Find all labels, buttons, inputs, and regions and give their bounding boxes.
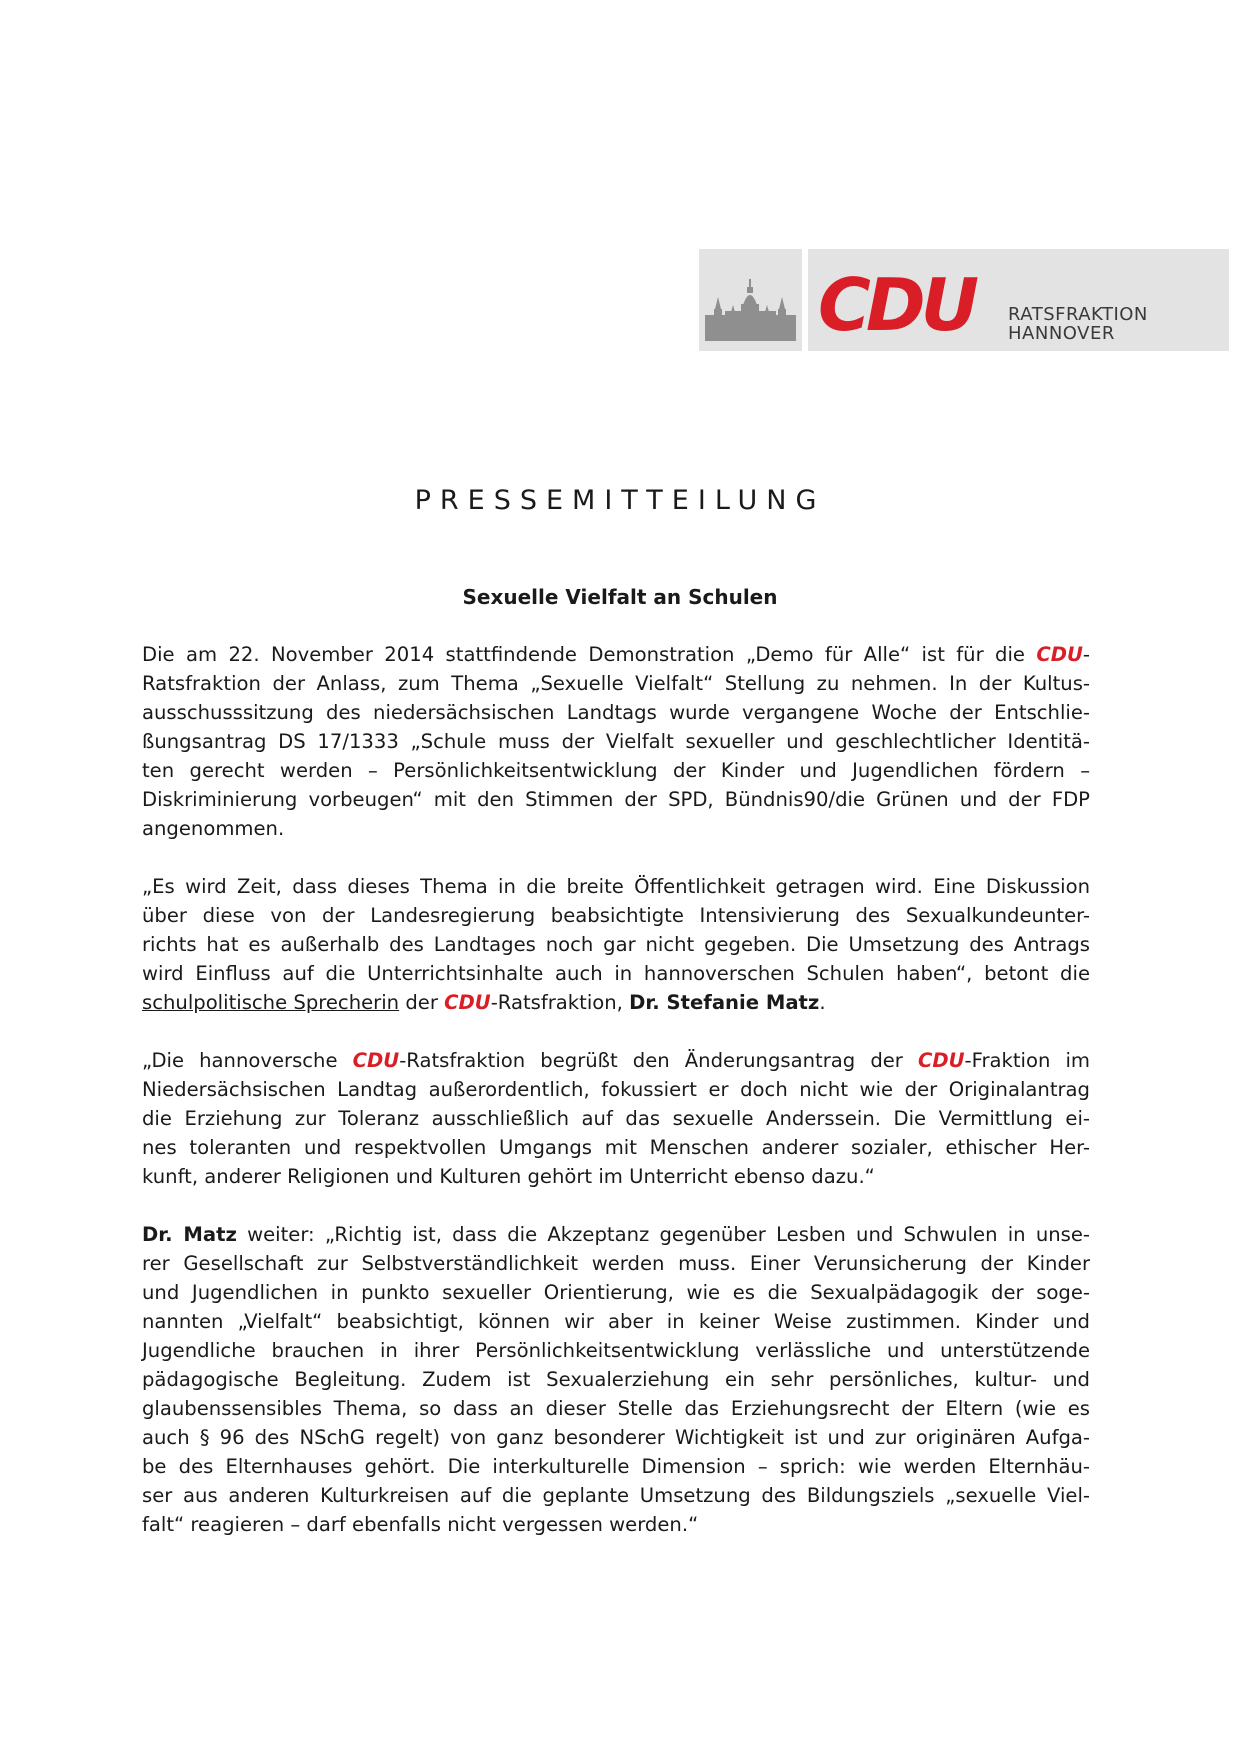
text-line	[142, 1220, 1090, 1249]
paragraph-3	[142, 1046, 1090, 1191]
document-type-heading: PRESSEMITTEILUNG	[414, 485, 826, 516]
cdu-mention: CDU	[352, 1049, 400, 1072]
text-line: „Es wird Zeit, dass dieses Thema in die breite Öffentlichkeit getragen wird. Eine Diskussion	[142, 875, 1090, 898]
paragraph-2	[142, 872, 1090, 1017]
text-line: richts hat es außerhalb des Landtages noch gar nicht gegeben. Die Umsetzung des Antrags	[142, 933, 1090, 956]
text-line: kunft, anderer Religionen und Kulturen gehört im Unterricht ebenso dazu.“	[142, 1165, 875, 1188]
text-line: und Jugendlichen in punkto sexueller Orientierung, wie es die Sexualpädagogik der soge-	[142, 1281, 1090, 1304]
speaker-role-link[interactable]: schulpolitische Sprecherin	[142, 991, 400, 1014]
text-line: wird Einfluss auf die Unterrichtsinhalte auch in hannoverschen Schulen haben“, betont die	[142, 962, 1090, 985]
text-line: nannten „Vielfalt“ beabsichtigt, können wir aber in keiner Weise zustimmen. Kinder und	[142, 1310, 1090, 1333]
cdu-mention: CDU	[444, 991, 491, 1014]
org-name-line1: RATSFRAKTION	[1008, 304, 1148, 325]
text-line: rer Gesellschaft zur Selbstverständlichkeit werden muss. Einer Verunsicherung der Kinder	[142, 1252, 1090, 1275]
speaker-name: Dr. Stefanie Matz	[629, 991, 820, 1014]
text-line: ßungsantrag DS 17/1333 „Schule muss der Vielfalt sexueller und geschlechtlicher Identitä-	[142, 730, 1090, 753]
text-run: Die am 22. November 2014 stattfindende Demonstration „Demo für Alle“ ist für die	[142, 643, 1037, 666]
text-line: Niedersächsischen Landtag außerordentlich, fokussiert er doch nicht wie der Originalantrag	[142, 1078, 1090, 1101]
text-run: der	[399, 991, 445, 1014]
logo-wordmark-panel	[808, 249, 1229, 351]
text-run: .	[819, 991, 826, 1014]
text-run: -	[1082, 643, 1090, 666]
text-run: -Ratsfraktion,	[490, 991, 630, 1014]
text-line: Ratsfraktion der Anlass, zum Thema „Sexuelle Vielfalt“ Stellung zu nehmen. In der Kultus-	[142, 672, 1090, 695]
text-line: Diskriminierung vorbeugen“ mit den Stimmen der SPD, Bündnis90/die Grünen und der FDP	[142, 788, 1090, 811]
org-name-line2: HANNOVER	[1008, 323, 1115, 344]
text-run: -Fraktion im	[964, 1049, 1091, 1072]
cdu-logo	[699, 249, 1229, 351]
text-run: -Ratsfraktion begrüßt den Änderungsantrag der	[399, 1049, 918, 1072]
text-line: über diese von der Landesregierung beabsichtigte Intensivierung des Sexualkundeunter-	[142, 904, 1090, 927]
text-line: be des Elternhauses gehört. Die interkulturelle Dimension – sprich: wie werden Elternhäu-	[142, 1455, 1090, 1478]
cdu-mention: CDU	[917, 1049, 965, 1072]
text-line	[142, 640, 1090, 669]
cdu-mention: CDU	[1036, 643, 1083, 666]
text-line: glaubenssensibles Thema, so dass an dieser Stelle das Erziehungsrecht der Eltern (wie es	[142, 1397, 1090, 1420]
text-run: „Die hannoversche	[142, 1049, 353, 1072]
text-line: ten gerecht werden – Persönlichkeitsentwicklung der Kinder und Jugendlichen fördern –	[142, 759, 1090, 782]
text-line: falt“ reagieren – darf ebenfalls nicht vergessen werden.“	[142, 1513, 699, 1536]
paragraph-1	[142, 640, 1090, 843]
text-line	[142, 988, 1090, 1017]
city-hall-silhouette-icon	[703, 275, 798, 341]
text-line: die Erziehung zur Toleranz ausschließlich auf das sexuelle Anderssein. Die Vermittlung ei-	[142, 1107, 1090, 1130]
text-line: pädagogische Begleitung. Zudem ist Sexualerziehung ein sehr persönliches, kultur- und	[142, 1368, 1090, 1391]
text-line: ser aus anderen Kulturkreisen auf die geplante Umsetzung des Bildungsziels „sexuelle Viel-	[142, 1484, 1090, 1507]
cdu-wordmark: CDU	[818, 263, 975, 347]
speaker-name: Dr. Matz	[142, 1223, 237, 1246]
paragraph-4	[142, 1220, 1090, 1539]
press-release-body	[142, 640, 1090, 1568]
logo-icon-panel	[699, 249, 802, 351]
text-line: ausschusssitzung des niedersächsischen Landtags wurde vergangene Woche der Entschlie-	[142, 701, 1090, 724]
text-line: angenommen.	[142, 817, 285, 840]
text-line: auch § 96 des NSchG regelt) von ganz besonderer Wichtigkeit ist und zur originären Aufga-	[142, 1426, 1090, 1449]
press-release-headline: Sexuelle Vielfalt an Schulen	[462, 585, 778, 609]
text-line: Jugendliche brauchen in ihrer Persönlichkeitsentwicklung verlässliche und unterstützende	[142, 1339, 1090, 1362]
text-run: weiter: „Richtig ist, dass die Akzeptanz gegenüber Lesben und Schwulen in unse-	[236, 1223, 1090, 1246]
text-line: nes toleranten und respektvollen Umgangs mit Menschen anderer sozialer, ethischer Her-	[142, 1136, 1090, 1159]
text-line	[142, 1046, 1090, 1075]
